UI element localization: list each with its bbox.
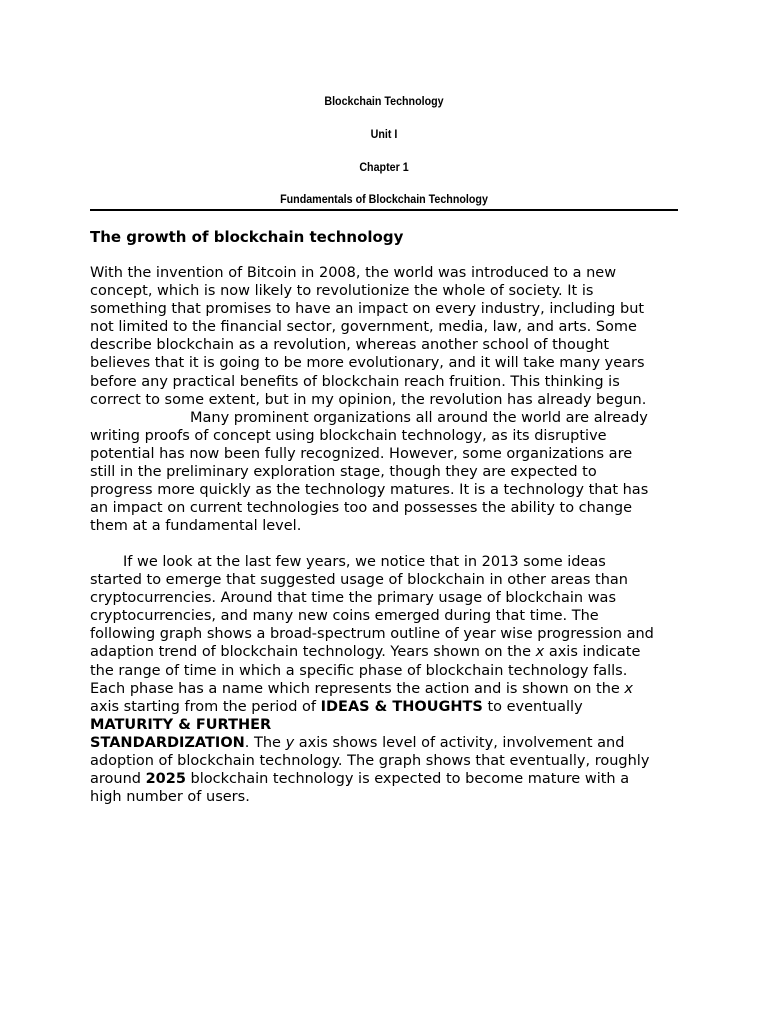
paragraph-line: cryptocurrencies, and many new coins emerged during that time. The (90, 608, 599, 625)
text-run: axis indicate (544, 644, 641, 661)
text-run: blockchain technology is expected to become mature with a (185, 771, 630, 788)
paragraph-line: progress more quickly as the technology matures. It is a technology that has (90, 482, 649, 499)
paragraph-line: following graph shows a broad-spectrum outline of year wise progression and (90, 626, 654, 643)
text-run: to eventually (482, 698, 583, 715)
chapter-label: Chapter 1 (359, 162, 409, 174)
year-2025: 2025 (145, 771, 186, 788)
course-title: Blockchain Technology (324, 96, 444, 108)
paragraph-line: still in the preliminary exploration stage, though they are expected to (90, 464, 597, 481)
paragraph-line: If we look at the last few years, we notice that in 2013 some ideas (123, 554, 606, 570)
phase-maturity: MATURITY & FURTHER (90, 716, 272, 733)
paragraph-line: correct to some extent, but in my opinion, the revolution has already begun. (90, 391, 647, 408)
x-axis-symbol: x (535, 644, 545, 661)
paragraph-line: concept, which is now likely to revolutionize the whole of society. It is (90, 283, 594, 300)
paragraph-2 (90, 553, 682, 806)
paragraph-line (90, 680, 682, 698)
paragraph-line: believes that it is going to be more evolutionary, and it will take many years (90, 355, 645, 372)
x-axis-symbol: x (624, 680, 634, 697)
y-axis-symbol: y (285, 734, 295, 751)
paragraph-line: the range of time in which a specific phase of blockchain technology falls. (90, 662, 628, 679)
paragraph-line: writing proofs of concept using blockchain technology, as its disruptive (90, 427, 607, 444)
paragraph-line (90, 770, 682, 788)
paragraph-line: describe blockchain as a revolution, whereas another school of thought (90, 337, 610, 354)
unit-label: Unit I (370, 129, 398, 141)
text-run: . The (244, 734, 286, 751)
paragraph-line: cryptocurrencies. Around that time the primary usage of blockchain was (90, 590, 617, 607)
paragraph-line (90, 716, 682, 734)
header-divider (90, 209, 678, 211)
paragraph-line (90, 698, 682, 716)
text-run: Each phase has a name which represents the action and is shown on the (90, 680, 625, 697)
chapter-title: Fundamentals of Blockchain Technology (280, 194, 488, 206)
phase-ideas-thoughts: IDEAS & THOUGHTS (320, 698, 483, 715)
text-run: axis shows level of activity, involvement and (294, 734, 625, 751)
paragraph-line: With the invention of Bitcoin in 2008, the world was introduced to a new (90, 265, 617, 281)
paragraph-line: started to emerge that suggested usage of blockchain in other areas than (90, 572, 628, 589)
paragraph-line: high number of users. (90, 789, 250, 806)
text-run: around (90, 771, 146, 788)
paragraph-line: adoption of blockchain technology. The graph shows that eventually, roughly (90, 753, 650, 770)
paragraph-line: Many prominent organizations all around the world are already (190, 409, 648, 426)
paragraph-line (90, 734, 682, 752)
paragraph-line (90, 643, 682, 661)
text-run: axis starting from the period of (90, 698, 321, 715)
paragraph-line: not limited to the financial sector, government, media, law, and arts. Some (90, 319, 637, 336)
paragraph-line: something that promises to have an impact on every industry, including but (90, 301, 645, 318)
paragraph-line: before any practical benefits of blockchain reach fruition. This thinking is (90, 373, 620, 390)
text-run: adaption trend of blockchain technology. Years shown on the (90, 644, 536, 661)
paragraph-1 (90, 264, 682, 535)
section-heading: The growth of blockchain technology (90, 228, 404, 246)
paragraph-line: an impact on current technologies too and possesses the ability to change (90, 500, 633, 517)
paragraph-line: them at a fundamental level. (90, 518, 302, 535)
paragraph-line: potential has now been fully recognized. However, some organizations are (90, 445, 633, 462)
phase-standardization: STANDARDIZATION (90, 734, 245, 751)
